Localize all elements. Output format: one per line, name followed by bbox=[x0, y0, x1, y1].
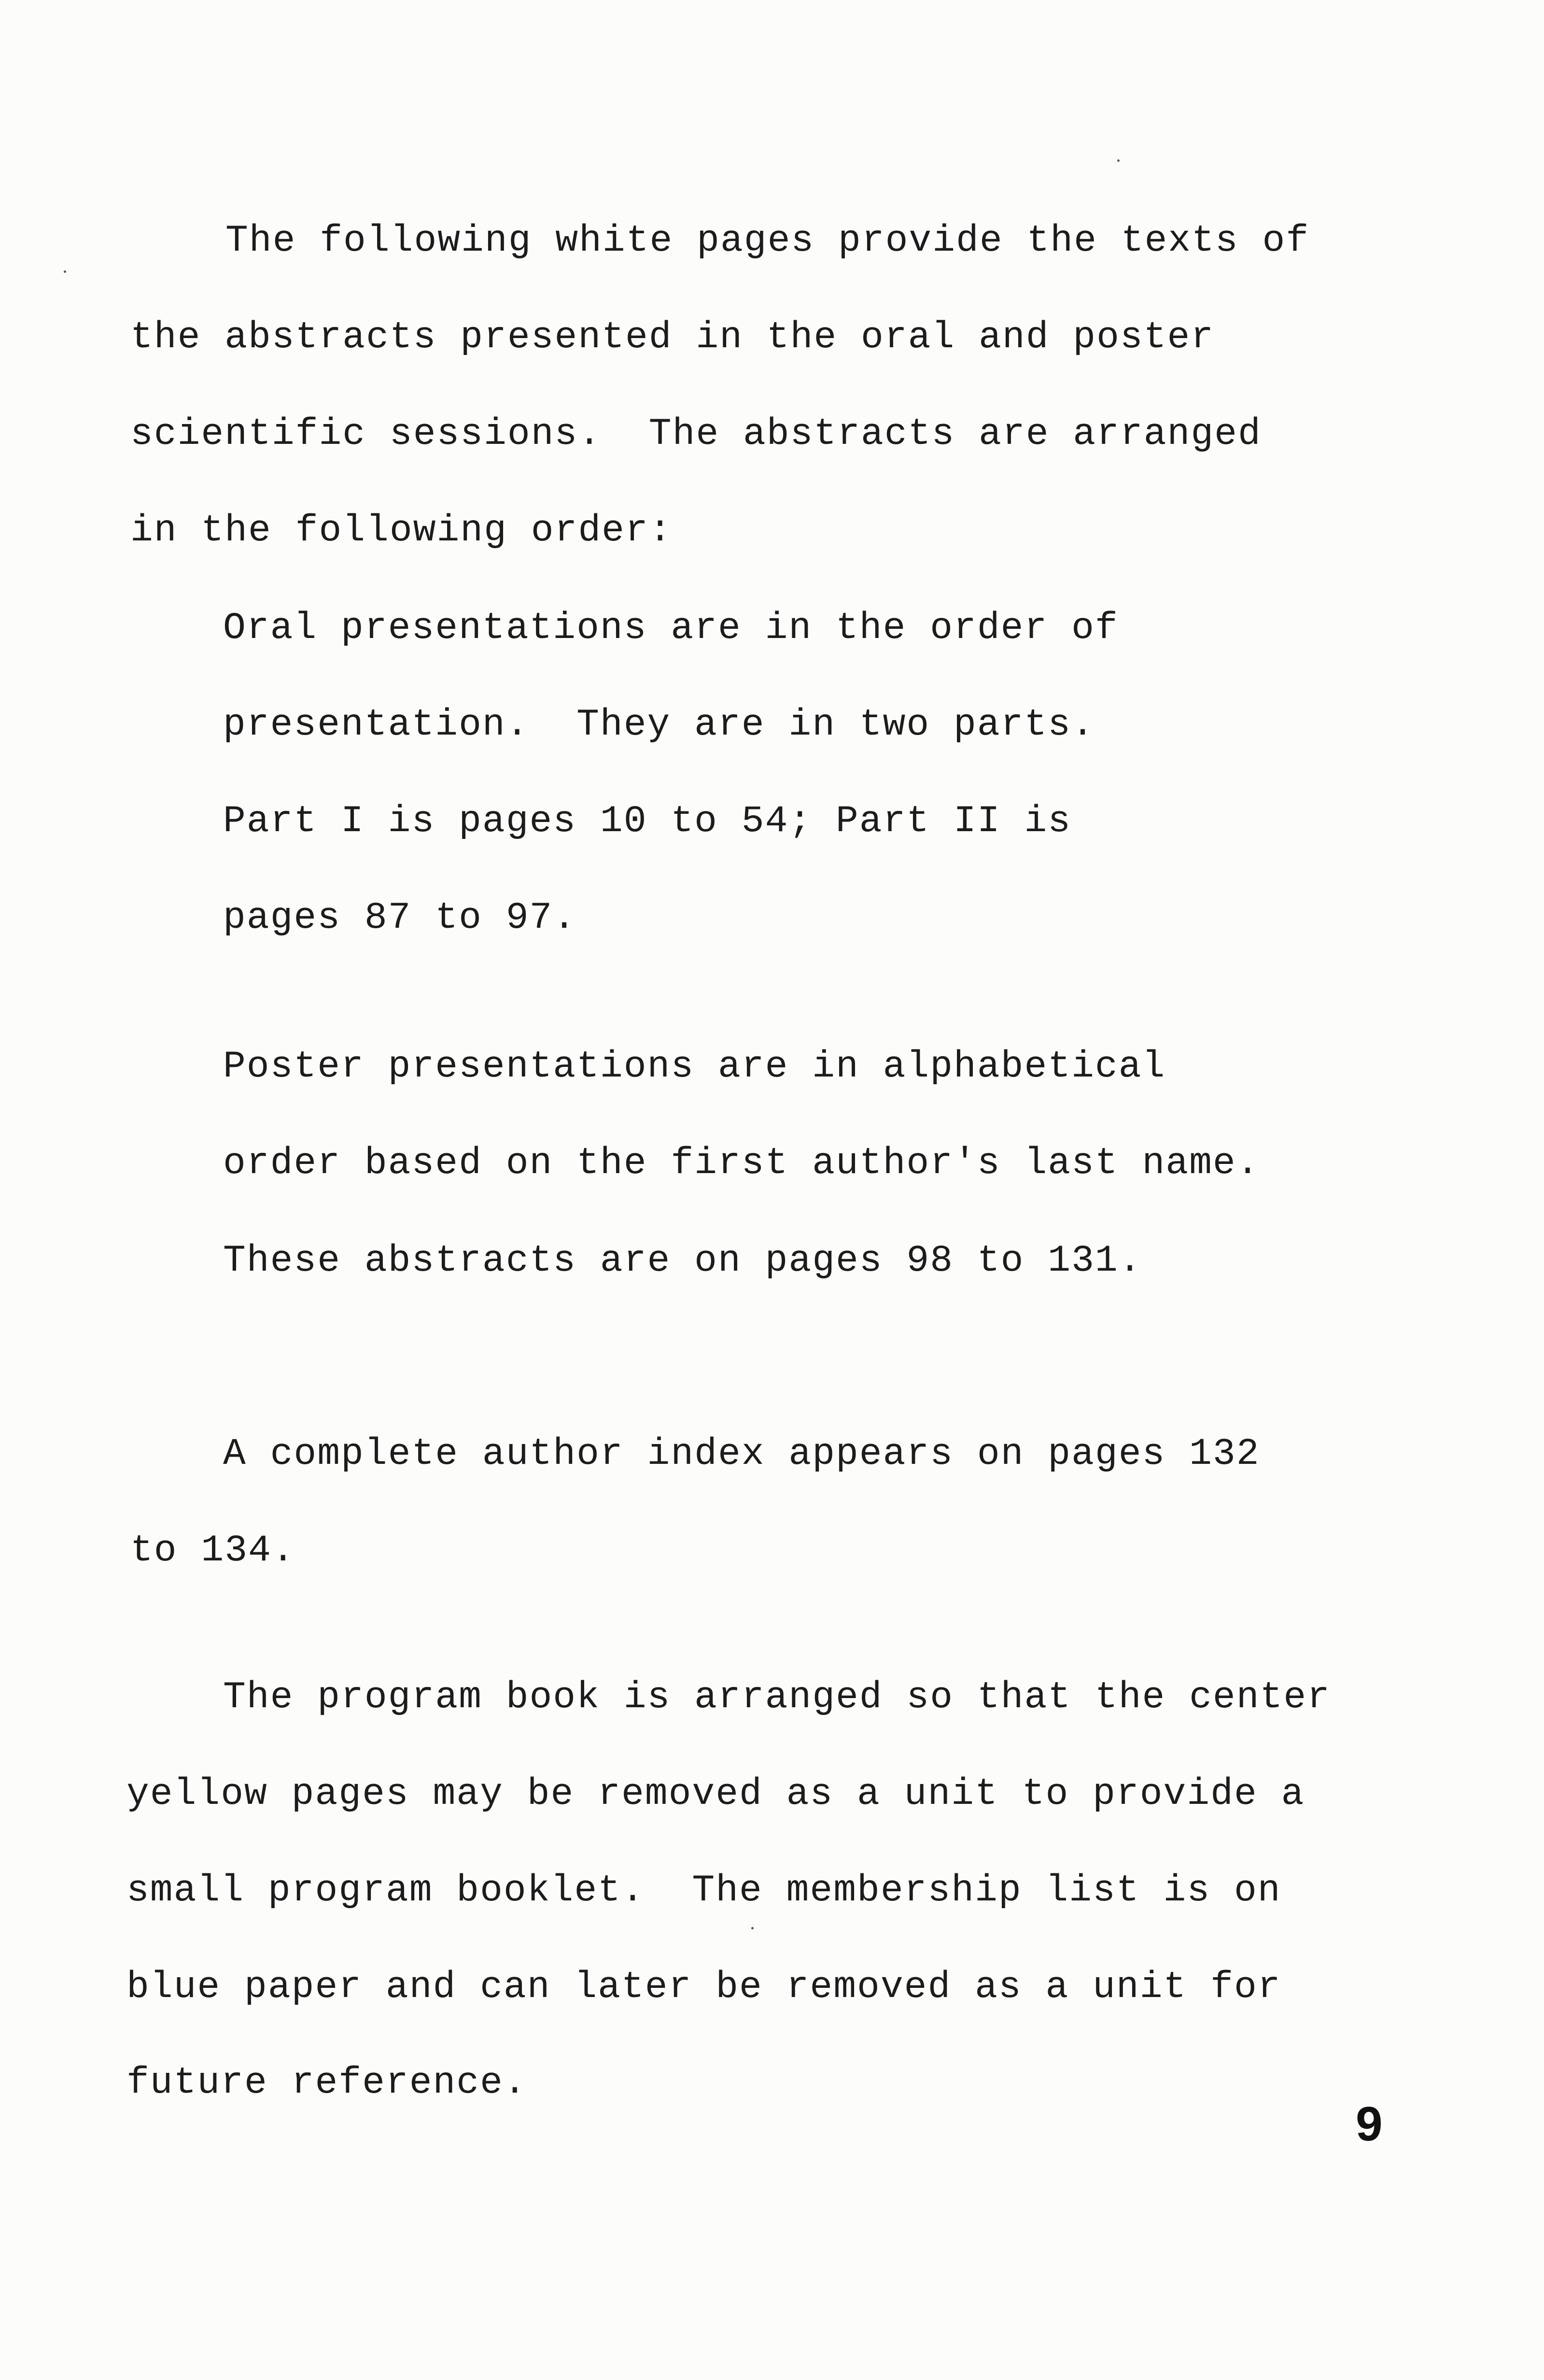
paragraph-2-line-2: presentation. They are in two parts. bbox=[223, 704, 1095, 746]
paragraph-5-line-3: small program booklet. The membership list is on bbox=[126, 1870, 1281, 1912]
scan-speck bbox=[1117, 159, 1120, 162]
paragraph-2-line-1: Oral presentations are in the order of bbox=[223, 607, 1119, 650]
paragraph-2-line-4: pages 87 to 97. bbox=[223, 897, 577, 939]
scan-speck bbox=[64, 270, 66, 273]
paragraph-5-line-2: yellow pages may be removed as a unit to provide a bbox=[126, 1773, 1305, 1815]
paragraph-3-line-2: order based on the first author's last name. bbox=[223, 1142, 1260, 1185]
paragraph-5-line-4: blue paper and can later be removed as a unit for bbox=[126, 1966, 1281, 2009]
paragraph-5-line-1: The program book is arranged so that the center bbox=[223, 1676, 1331, 1719]
scan-speck bbox=[751, 1927, 754, 1929]
paragraph-1-line-3: scientific sessions. The abstracts are arranged bbox=[130, 413, 1262, 455]
paragraph-1-line-4: in the following order: bbox=[130, 510, 673, 552]
paragraph-5-line-5: future reference. bbox=[126, 2062, 527, 2104]
paragraph-1-line-2: the abstracts presented in the oral and poster bbox=[130, 316, 1215, 359]
page-number: 9 bbox=[1356, 2097, 1383, 2151]
paragraph-4-line-1: A complete author index appears on pages 132 bbox=[223, 1433, 1260, 1475]
paragraph-3-line-3: These abstracts are on pages 98 to 131. bbox=[223, 1240, 1142, 1282]
paragraph-2-line-3: Part I is pages 10 to 54; Part II is bbox=[223, 800, 1072, 843]
paragraph-1-line-1: The following white pages provide the texts of bbox=[225, 220, 1310, 262]
paragraph-3-line-1: Poster presentations are in alphabetical bbox=[223, 1046, 1166, 1088]
paragraph-4-line-2: to 134. bbox=[130, 1530, 295, 1572]
